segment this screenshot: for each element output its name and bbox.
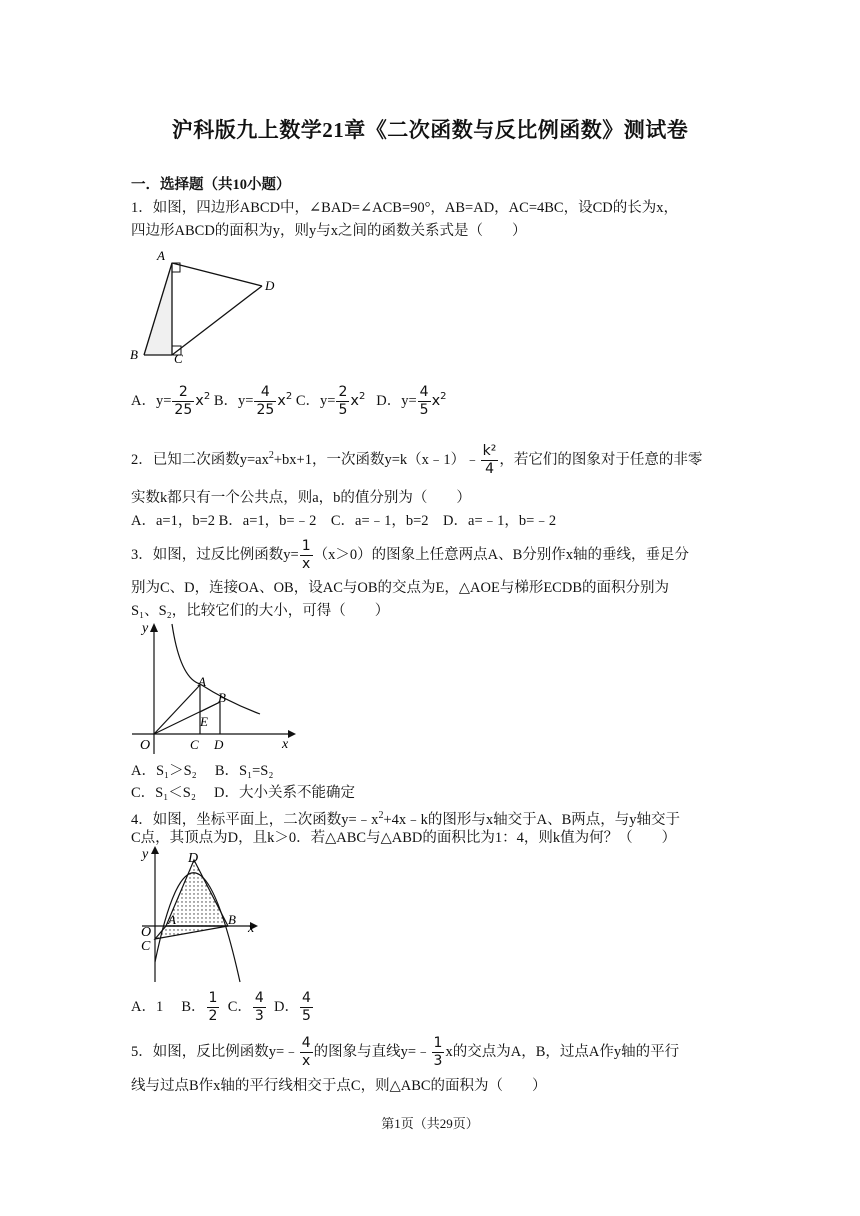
q2-frac-num: k²: [482, 443, 497, 459]
q4-opt-d-fraction: [300, 990, 313, 1025]
q1-opt-b-num: 4: [254, 384, 276, 402]
q1-opt-d-num: 4: [419, 384, 429, 400]
q3-options-row2: C．S₁＜S₂ D．大小关系不能确定: [131, 785, 356, 801]
q4-line1-pre: 4．如图，坐标平面上，二次函数y=﹣x: [131, 811, 379, 828]
q5-frac1-num: 4: [301, 1035, 311, 1052]
q4-opt-d-den: 5: [302, 1008, 311, 1025]
q1-opt-d-den: 5: [419, 402, 429, 418]
q1-opt-b-exp: 2: [285, 391, 293, 402]
q3-frac-den: x: [302, 556, 311, 572]
q4-label-b: B: [228, 912, 236, 927]
q1-opt-c-fraction: [336, 384, 349, 419]
q2-line1-sup: 2: [268, 450, 274, 461]
q4-figure: [128, 844, 268, 984]
q4-opt-b-den: 2: [208, 1008, 218, 1025]
q1-opt-a-exp: 2: [203, 391, 211, 402]
q1-line2: 四边形ABCD的面积为y，则y与x之间的函数关系式是（ ）: [131, 223, 527, 239]
q1-opt-a-den: 25: [174, 402, 193, 418]
q3-fraction: [300, 538, 313, 573]
q1-opt-a-fraction: [172, 384, 194, 419]
q5-line2: 线与过点B作x轴的平行线相交于点C，则△ABC的面积为（ ）: [131, 1078, 547, 1094]
q3-line1: [131, 538, 689, 573]
q1-options: [131, 381, 447, 419]
q4-label-c: C: [141, 939, 151, 954]
q1-label-c: C: [174, 351, 183, 366]
q1-opt-a-var: x: [195, 392, 204, 409]
q1-opt-c-var: x: [350, 392, 359, 409]
q5-fraction-1: [300, 1035, 313, 1070]
q4-label-x: x: [248, 921, 255, 936]
q3-line1-post: （x＞0）的图象上任意两点A、B分别作x轴的垂线，垂足分: [313, 546, 690, 563]
q4-opt-b-fraction: [207, 990, 220, 1025]
q1-opt-b-prefix: B．y=: [213, 392, 254, 409]
q1-opt-d-fraction: [418, 384, 431, 419]
q3-label-y: y: [142, 621, 149, 636]
q4-opt-b-prefix: B．: [181, 999, 206, 1015]
q4-opt-d-num: 4: [302, 990, 311, 1007]
q4-line1-sup: 2: [378, 810, 384, 821]
q2-fraction: [481, 443, 499, 478]
q1-opt-d-prefix: D．y=: [376, 392, 417, 409]
q3-options-row1: A．S₁＞S₂ B．S₁=S₂: [131, 763, 274, 779]
q1-figure: [128, 244, 288, 366]
q1-line1: 1．如图，四边形ABCD中，∠BAD=∠ACB=90°，AB=AD，AC=4BC，设CD的长为x，: [131, 200, 678, 216]
q3-label-d: D: [214, 737, 224, 752]
q3-label-b: B: [218, 690, 226, 705]
q2-line1-post: ，若它们的图象对于任意的非零: [499, 451, 703, 468]
q4-line1: [131, 806, 680, 830]
q2-line2: 实数k都只有一个公共点，则a，b的值分别为（ ）: [131, 490, 471, 506]
q1-opt-c-den: 5: [338, 402, 348, 418]
q2-line1: [131, 440, 702, 478]
q5-line1-mid: 的图象与直线y=﹣: [313, 1044, 431, 1060]
q3-line3: S₁、S₂，比较它们的大小，可得（ ）: [131, 603, 390, 619]
q4-opt-c-prefix: C．: [227, 999, 252, 1015]
q5-frac1-den: x: [302, 1053, 311, 1070]
q2-line1-mid: +bx+1，一次函数y=k（x﹣1）﹣: [273, 451, 480, 468]
q5-fraction-2: [432, 1035, 445, 1070]
q4-line1-post: +4x﹣k的图形与x轴交于A、B两点，与y轴交于: [383, 811, 681, 828]
q4-label-o: O: [141, 925, 152, 940]
q4-line2: C点，其顶点为D，且k＞0．若△ABC与△ABD的面积比为1：4，则k值为何？（ ）: [131, 830, 677, 846]
q4-label-a: A: [168, 912, 176, 927]
q3-label-o: O: [140, 738, 151, 753]
q3-line2: 别为C、D，连接OA、OB，设AC与OB的交点为E，△AOE与梯形ECDB的面积分别为: [131, 580, 669, 596]
q1-label-b: B: [130, 347, 138, 362]
q3-label-e: E: [200, 714, 208, 729]
q3-line1-pre: 3．如图，过反比例函数y=: [131, 546, 299, 563]
q1-opt-d-exp: 2: [440, 391, 447, 402]
q1-opt-c-exp: 2: [358, 391, 366, 402]
q5-line1-post: x的交点为A，B，过点A作y轴的平行: [445, 1044, 680, 1060]
q2-line1-pre: 2．已知二次函数y=ax: [131, 451, 269, 468]
q4-opt-d-prefix: D．: [274, 999, 300, 1015]
q4-opt-c-num: 4: [254, 990, 264, 1007]
q1-opt-b-var: x: [277, 392, 286, 409]
q2-frac-den: 4: [485, 461, 494, 477]
q1-label-d: D: [265, 278, 275, 293]
q5-frac2-den: 3: [433, 1053, 443, 1070]
q3-figure: [128, 618, 298, 754]
q4-opt-c-den: 3: [254, 1008, 264, 1025]
q4-opt-b-num: 1: [208, 990, 218, 1007]
q1-opt-d-var: x: [431, 392, 441, 409]
q5-frac2-num: 1: [433, 1035, 443, 1052]
page-title: 沪科版九上数学21章《二次函数与反比例函数》测试卷: [171, 118, 689, 142]
q1-opt-a-prefix: A．y=: [131, 392, 172, 409]
q4-opt-a: A．1: [131, 999, 164, 1015]
q3-label-c: C: [190, 737, 199, 752]
q4-label-y: y: [142, 847, 149, 862]
q3-frac-num: 1: [301, 538, 311, 554]
q1-opt-a-num: 2: [172, 384, 194, 402]
q4-opt-c-fraction: [253, 990, 266, 1025]
q1-label-a: A: [157, 248, 165, 263]
q3-label-a: A: [198, 674, 206, 689]
q1-opt-b-fraction: [254, 384, 276, 419]
q1-opt-c-num: 2: [338, 384, 348, 400]
section-heading: 一．选择题（共10小题）: [131, 177, 291, 193]
q3-label-x: x: [282, 737, 289, 752]
q1-opt-b-den: 25: [256, 402, 275, 418]
page-footer: 第1页（共29页）: [381, 1116, 479, 1131]
q1-opt-c-prefix: C．y=: [295, 392, 336, 409]
q5-line1-pre: 5．如图，反比例函数y=﹣: [131, 1044, 299, 1060]
q4-options: [131, 989, 314, 1025]
q4-label-d: D: [188, 851, 199, 866]
q2-options: A．a=1，b=2 B．a=1，b=﹣2 C．a=﹣1，b=2 D．a=﹣1，b=﹣2: [131, 513, 557, 529]
q5-line1: [131, 1034, 679, 1070]
